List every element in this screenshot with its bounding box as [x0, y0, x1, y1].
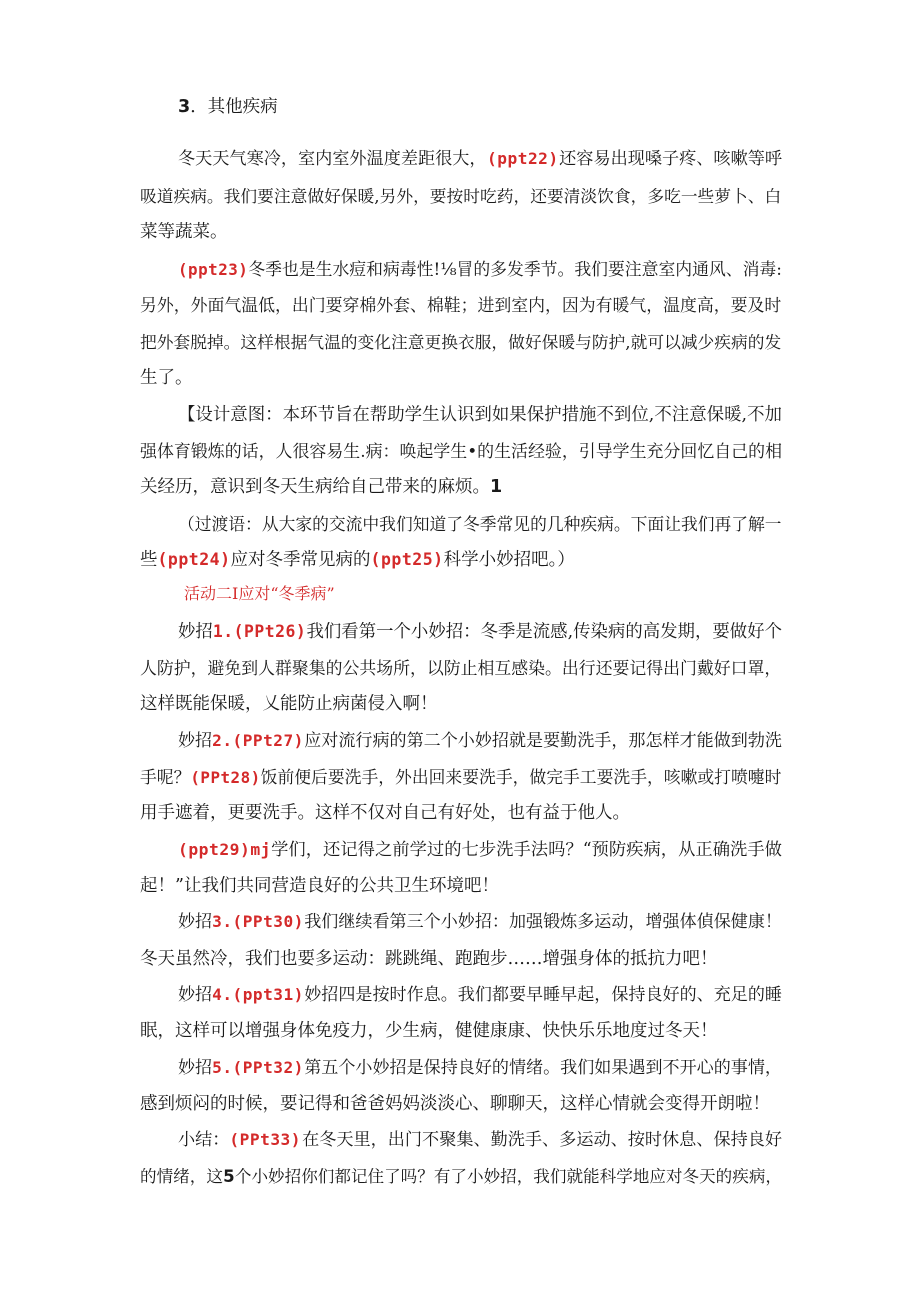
paragraph-line: 冬天天气寒冷，室内室外温度差距很大， (ppt22) 还容易出现嗓子疼、咳嗽等呼 — [178, 149, 782, 169]
paragraph-line: (ppt29)mj 学们，还记得之前学过的七步洗手法吗？“预防疾病，从正确洗手做 — [178, 840, 782, 860]
ppt-marker: (PPt26) — [233, 622, 307, 641]
paragraph-line: 菜等蔬菜。 — [140, 222, 228, 242]
paragraph-line: 妙招1.(PPt26) 我们看第一个小妙招：冬季是流感,传染病的高发期，要做好个 — [178, 622, 782, 642]
paragraph-line: 吸道疾病。我们要注意做好保暖,另外，要按时吃药，还要清淡饮食，多吃一些萝卜、白 — [140, 186, 782, 206]
paragraph-line: 生了。 — [140, 368, 193, 388]
paragraph-line: 另外，外面气温低，出门要穿棉外套、棉鞋；进到室内，因为有暖气，温度高，要及时 — [140, 295, 782, 315]
ppt-marker: (ppt29)mj — [178, 840, 271, 859]
paragraph-line: 人防护，避免到人群聚集的公共场所，以防止相互感染。出行还要记得出门戴好口罩， — [140, 658, 782, 678]
paragraph-line: (ppt23)冬季也是生水痘和病毒性!⅛冒的多发季节。我们要注意室内通风、消毒: — [178, 259, 782, 279]
ppt-marker: (ppt25) — [370, 550, 444, 569]
paragraph-line: 妙招2.(PPt27) 应对流行病的第二个小妙招就是要勤洗手，那怎样才能做到勃洗 — [178, 731, 782, 751]
activity-title: 活动二I应对“冬季病” — [184, 584, 335, 603]
ppt-marker: (ppt23) — [178, 260, 249, 279]
paragraph-line: 妙招3.(PPt30) 我们继续看第三个小妙招：加强锻炼多运动，增强体偵保健康！ — [178, 912, 782, 932]
paragraph-line: 妙招4.(ppt31) 妙招四是按时作息。我们都要早睡早起，保持良好的、充足的睡 — [178, 985, 782, 1005]
paragraph-line: 【设计意图：本环节旨在帮助学生认识到如果保护措施不到位,不注意保暖,不加 — [178, 405, 782, 425]
paragraph-line: 些(ppt24)应对冬季常见病的(ppt25)科学小妙招吧。） — [140, 550, 575, 570]
paragraph-line: （过渡语：从大家的交流中我们知道了冬季常见的几种疾病。下面让我们再了解一 — [178, 514, 782, 534]
ppt-marker: (PPt27) — [232, 731, 304, 750]
paragraph-line: 眠，这样可以增强身体免疫力，少生病，健健康康、快快乐乐地度过冬天！ — [140, 1021, 718, 1041]
paragraph-line: 的情绪，这 5 个小妙招你们都记住了吗？有了小妙招，我们就能科学地应对冬天的疾病， — [140, 1167, 782, 1186]
paragraph-line: 手呢？(PPt28)饭前便后要洗手，外出回来要洗手，做完手工要洗手，咳嗽或打喷嚏时 — [140, 767, 782, 787]
ppt-marker: (ppt22) — [487, 149, 559, 168]
ppt-marker: (PPt28) — [190, 768, 261, 787]
ppt-marker: (PPt30) — [232, 912, 304, 931]
paragraph-line: 起！”让我们共同营造良好的公共卫生环境吧！ — [140, 876, 499, 896]
paragraph-line: 这样既能保暖，乂能防止病菌侵入啊！ — [140, 694, 438, 714]
ppt-marker: (PPt33) — [229, 1130, 302, 1149]
section-heading: 3．其他疾病 — [178, 97, 278, 117]
paragraph-line: 小结：(PPt33) 在冬天里，出门不聚集、勤洗手、多运动、按时休息、保持良好 — [178, 1130, 782, 1150]
paragraph-line: 妙招5.(PPt32) 第五个小妙招是保持良好的情绪。我们如果遇到不开心的事情， — [178, 1058, 782, 1078]
ppt-marker: (PPt32) — [232, 1058, 304, 1077]
ppt-marker: (ppt24) — [157, 550, 231, 569]
paragraph-line: 把外套脱掉。这样根据气温的变化注意更换衣服，做好保暖与防护,就可以减少疾病的发 — [140, 332, 782, 352]
paragraph-line: 关经历，意识到冬天生病给自己带来的麻烦。1 — [140, 477, 503, 497]
paragraph-line: 感到烦闷的时候，要记得和爸爸妈妈淡淡心、聊聊天，这样心情就会变得开朗啦！ — [140, 1094, 770, 1114]
paragraph-line: 用手遮着，更要洗手。这样不仅对自己有好处，也有益于他人。 — [140, 803, 630, 823]
ppt-marker: (ppt31) — [232, 985, 304, 1004]
paragraph-line: 冬天虽然冷，我们也要多运动：跳跳绳、跑跑步……增强身体的抵抗力吧！ — [140, 949, 718, 969]
paragraph-line: 强体育锻炼的话，人很容易生.病：唤起学生•的生活经验，引导学生充分回忆自己的相 — [140, 441, 783, 461]
